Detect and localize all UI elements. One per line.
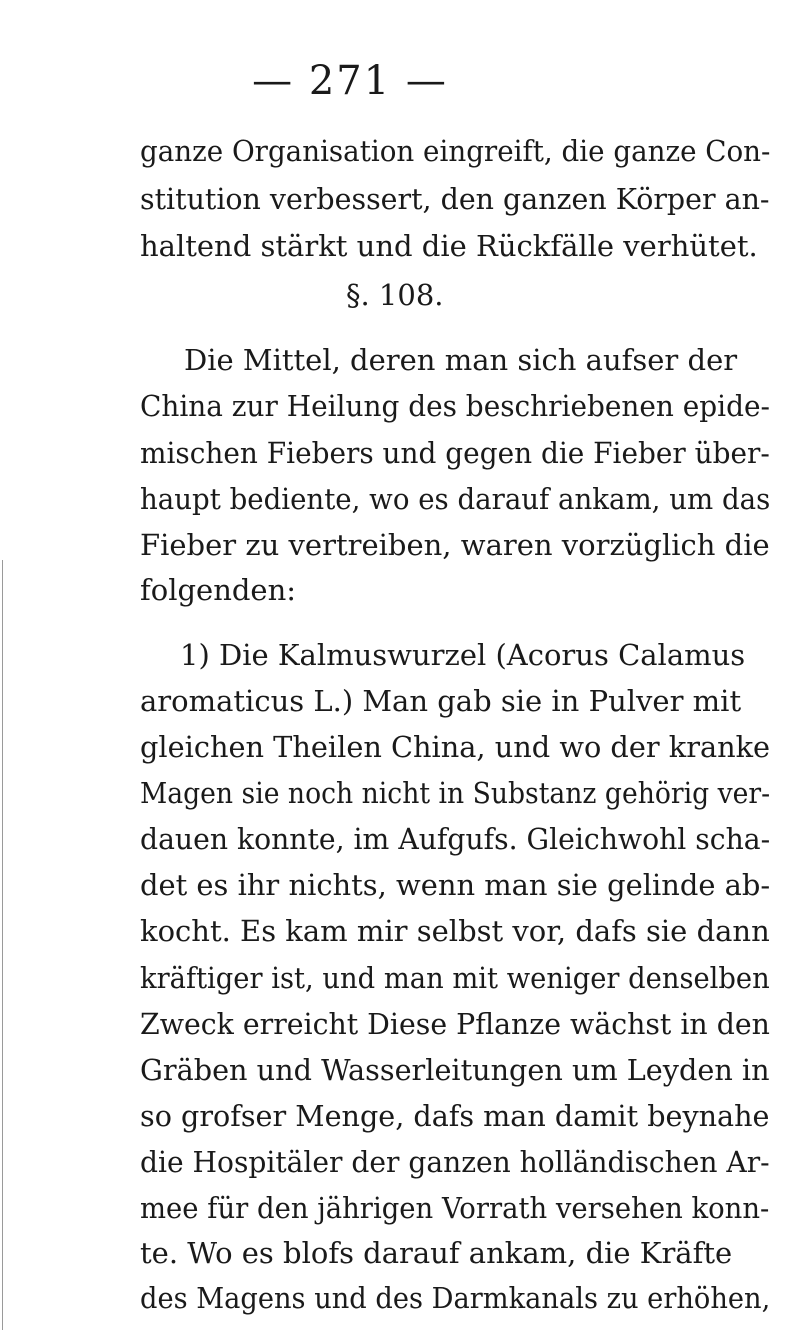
text-line-6: mischen Fiebers und gegen die Fieber über-	[140, 436, 770, 470]
text-line-5: China zur Heilung des beschriebenen epide-	[140, 389, 770, 423]
text-line-8: Fieber zu vertreiben, waren vorzüglich die	[140, 528, 770, 562]
text-line-23: te. Wo es blofs darauf ankam, die Kräfte	[140, 1236, 733, 1270]
text-line-22: mee für den jährigen Vorrath versehen konn-	[140, 1191, 770, 1225]
text-line-9: folgenden:	[140, 573, 297, 607]
text-line-20: so grofser Menge, dafs man damit beynahe	[140, 1099, 770, 1133]
text-line-14: dauen konnte, im Aufgufs. Gleichwohl scha-	[140, 822, 771, 856]
text-line-1: ganze Organisation eingreift, die ganze Con-	[140, 134, 771, 168]
text-line-19: Gräben und Wasserleitungen um Leyden in	[140, 1053, 770, 1087]
text-line-12: gleichen Theilen China, und wo der kranke	[140, 730, 771, 764]
text-line-15: det es ihr nichts, wenn man sie gelinde ab-	[140, 868, 771, 902]
text-line-11: aromaticus L.) Man gab sie in Pulver mit	[140, 684, 742, 718]
section-heading: §. 108.	[346, 278, 444, 312]
page-edge-shadow	[2, 560, 3, 1330]
text-line-24: des Magens und des Darmkanals zu erhöhen,	[140, 1281, 771, 1315]
text-line-3: haltend stärkt und die Rückfälle verhütet.	[140, 229, 758, 263]
text-line-2: stitution verbessert, den ganzen Körper an-	[140, 182, 770, 216]
text-line-17: kräftiger ist, und man mit weniger denselben	[140, 961, 770, 995]
text-line-18: Zweck erreicht Diese Pflanze wächst in den	[140, 1007, 770, 1041]
text-line-21: die Hospitäler der ganzen holländischen Ar-	[140, 1145, 770, 1179]
page-number: — 271 —	[252, 58, 448, 104]
text-line-10: 1) Die Kalmuswurzel (Acorus Calamus	[180, 638, 746, 672]
text-line-4: Die Mittel, deren man sich aufser der	[184, 343, 738, 377]
text-line-13: Magen sie noch nicht in Substanz gehörig ver-	[140, 776, 771, 810]
text-line-16: kocht. Es kam mir selbst vor, dafs sie dann	[140, 914, 770, 948]
text-line-7: haupt bediente, wo es darauf ankam, um das	[140, 482, 771, 516]
